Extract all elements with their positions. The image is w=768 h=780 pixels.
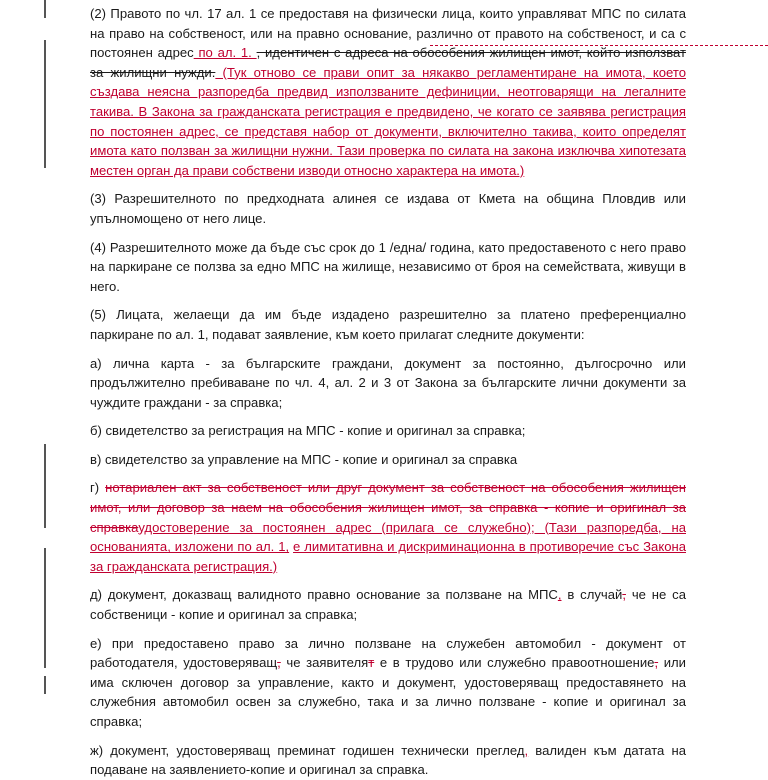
item-e [90,634,686,732]
change-bar [44,676,46,694]
deleted-text: , [277,655,281,671]
inserted-text: по ал. 1. [193,45,257,61]
inserted-text: удостоверение за постоянен адрес (прилага се служебно); (Тази разпоредба, на основанията, изложени по ал. 1, [90,519,686,555]
paragraph-5: (5) Лицата, желаещи да им бъде издадено разрешително за платено преференциално паркиране по ал. 1, подават заявление, към което прилагат следните документи: [90,307,686,342]
paragraph-3: (3) Разрешителното по предходната алинея се издава от Кмета на община Пловдив или упълномощено от него лице. [90,191,686,226]
change-bar [44,444,46,528]
deleted-text: нотариален акт за собственост или друг документ за собственост на обособения жилищен имот, или договор за наем на обособения жилищен имот, за справка - копие и оригинал за справка [90,480,686,535]
paragraph-text: д) документ, доказващ валидното правно основание за ползване на МПС [90,587,558,603]
deleted-text: т [368,655,375,671]
change-bar [44,548,46,668]
item-v: в) свидетелство за управление на МПС - копие и оригинал за справка [90,451,518,467]
item-b: б) свидетелство за регистрация на МПС - копие и оригинал за справка; [90,423,526,439]
paragraph-text: е в трудово или служебно правоотношение [374,655,655,671]
inserted-text: , [557,587,562,603]
paragraph-4: (4) Разрешителното може да бъде със срок до 1 /една/ година, като предоставеното с него право на паркиране се ползва за едно МПС на жилище, независимо от броя на семействата, живущи в него. [90,239,686,294]
paragraph-text: валиден към датата на подаване на заявлението-копие и оригинал за справка. [90,742,686,778]
deleted-text: , [622,587,626,603]
inserted-comment-text: (Тук отново се прави опит за някакво регламентиране на имота, което създава неясна разпоредба предвид използваните дефиниции, неотговарящи на легалните такива. В Закона за гражданската регистрация е предвидено, че когато се заявява регистрация по постоянен адрес, се представя набор от документи, включително такива, които определят имота като ползван за жилищни нужни. Тази проверка по силата на закона изключва хипотезата местен орган да прави собствени изводи относно характера на имота.) [90,64,686,178]
paragraph-text: в случай [561,587,623,603]
item-label: г) [90,480,106,496]
deleted-text: , [654,655,659,671]
deleted-text: , идентичен с адреса на обособения жилищен имот, който използват за жилищни нужди. [90,45,686,80]
paragraph-2 [90,4,686,180]
paragraph-text: (2) Правото по чл. 17 ал. 1 се предоставя на физически лица, които управляват МПС по силата на право на собственост, или на правно основание, различно от правото на собственост, и са с постоянен адрес [90,6,686,61]
paragraph-text: е) при предоставено право за лично ползване на служебен автомобил - документ от работодателя, удостоверяващ [90,635,686,671]
inserted-text: е лимитативна и дискриминационна в противоречие със Закона за гражданската регистрация.) [90,539,686,574]
item-zh [90,741,686,780]
item-a: а) лична карта - за българските граждани, документ за постоянно, дългосрочно или продължително пребиваване по чл. 4, ал. 2 и 3 от Закона за българските лични документи за чуждите граждани - за справка; [90,355,686,410]
change-bar [44,0,46,18]
paragraph-text: че заявителя [280,655,369,671]
document-body [90,4,686,780]
paragraph-text: или има сключен договор за управление, както и документ, удостоверяващ предоставянето на служебния автомобил освен за служебно, така и за лично ползване - копие и оригинал за справка; [90,655,686,729]
item-d [90,585,686,624]
item-g [90,478,686,576]
inserted-text: , [524,742,529,758]
paragraph-text: ж) документ, удостоверяващ преминат годишен технически преглед [90,742,525,758]
paragraph-text: че не са собственици - копие и оригинал за справка; [90,587,686,623]
change-bar [44,40,46,168]
